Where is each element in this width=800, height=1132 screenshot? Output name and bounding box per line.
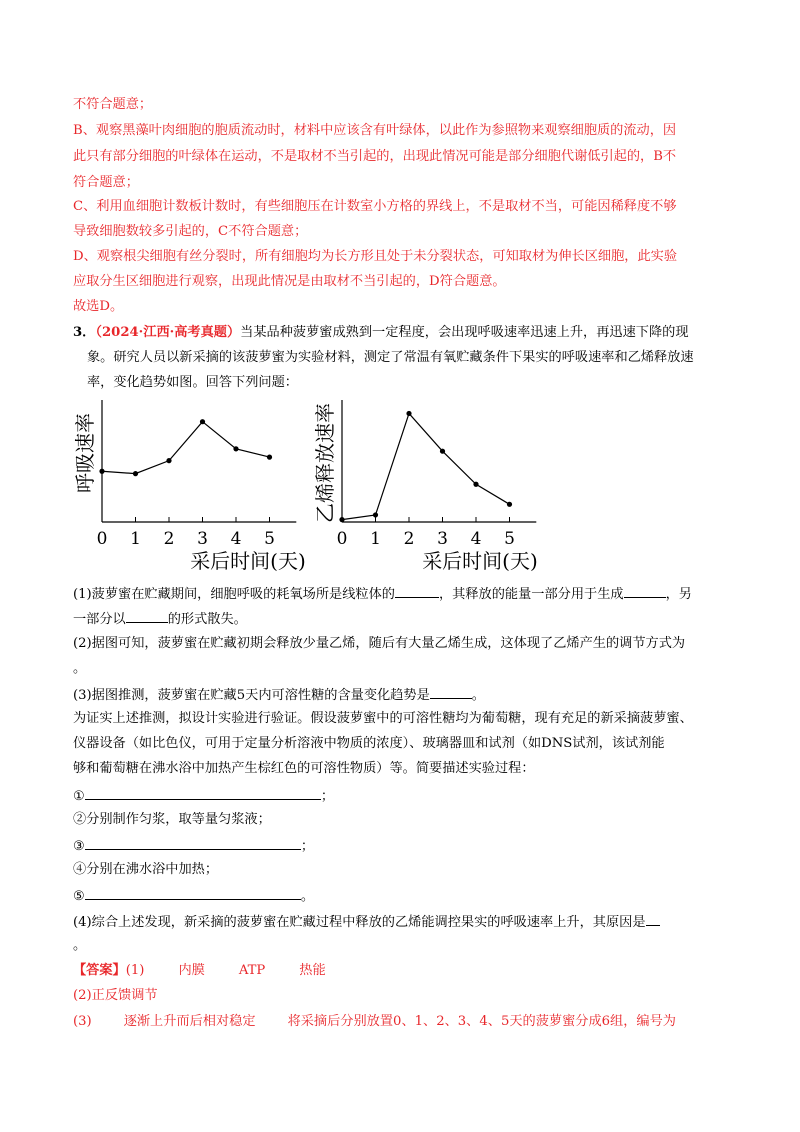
analysis-line: C、利用血细胞计数板计数时，有些细胞压在计数室小方格的界线上，不是取材不当，可能因稀释度不够	[73, 199, 677, 214]
question-stem-text: 当某品种菠萝蜜成熟到一定程度，会出现呼吸速率迅速上升，再迅速下降的现	[240, 325, 689, 340]
x-tick-label: 0	[96, 529, 108, 549]
answer-blank	[395, 584, 439, 598]
step-end: 。	[300, 889, 315, 904]
data-point	[233, 446, 238, 451]
answer-blank	[85, 786, 321, 800]
subquestion-2-line: (2)据图可知，菠萝蜜在贮藏初期会释放少量乙烯，随后有大量乙烯生成，这体现了乙烯产生的调节方式为	[73, 636, 686, 651]
x-tick-label: 4	[230, 529, 242, 549]
x-tick-label: 1	[130, 529, 141, 549]
series-line	[342, 413, 510, 519]
step-marker: ①	[73, 789, 85, 804]
x-axis-label: 采后时间(天)	[422, 549, 538, 573]
step-4-line: ④分别在沸水浴中加热；	[73, 862, 219, 877]
subquestion-4-line: 。	[73, 938, 87, 953]
subquestion-4-line	[73, 912, 660, 932]
question-stem-line: 象。研究人员以新采摘的该菠萝蜜为实验材料，测定了常温有氧贮藏条件下果实的呼吸速率和乙烯释放速	[87, 350, 694, 365]
answer-value: 将采摘后分别放置0、1、2、3、4、5天的菠萝蜜分成6组，编号为	[287, 1014, 676, 1029]
y-axis-label: 乙烯释放速率	[313, 403, 337, 523]
x-tick-label: 3	[437, 529, 448, 549]
data-point	[440, 449, 445, 454]
data-point	[339, 517, 344, 522]
answer-value: ATP	[238, 963, 266, 978]
x-tick-label: 3	[197, 529, 208, 549]
x-tick-label: 1	[370, 529, 381, 549]
answer-line-2: (2)正反馈调节	[73, 988, 158, 1003]
data-point	[507, 502, 512, 507]
data-point	[99, 469, 104, 474]
answer-blank	[85, 886, 301, 900]
subquestion-text: ，另	[665, 587, 692, 602]
analysis-line: 导致细胞数较多引起的，C不符合题意；	[73, 224, 308, 239]
answer-blank	[646, 912, 660, 926]
step-1-line	[73, 786, 334, 806]
answer-blank	[126, 609, 168, 623]
analysis-line: B、观察黑藻叶肉细胞的胞质流动时，材料中应该含有叶绿体，以此作为参照物来观察细胞质的流动，因	[73, 123, 677, 138]
answer-blank	[430, 685, 472, 699]
step-3-line	[73, 836, 314, 856]
answer-value: 逐渐上升而后相对稳定	[123, 1014, 256, 1029]
answer-line-3	[73, 1013, 676, 1031]
subquestion-text: (4)综合上述发现，新采摘的菠萝蜜在贮藏过程中释放的乙烯能调控果实的呼吸速率上升，其原因是	[73, 915, 646, 930]
subquestion-1-line	[73, 584, 692, 604]
subquestion-text: ，其释放的能量一部分用于生成	[439, 587, 624, 602]
answer-tag: 【答案】	[73, 963, 126, 978]
answer-line-1	[73, 962, 326, 980]
x-tick-label: 2	[163, 529, 175, 549]
analysis-line: D、观察根尖细胞有丝分裂时，所有细胞均为长方形且处于未分裂状态，可知取材为伸长区细胞，此实验	[73, 249, 678, 264]
data-point	[406, 411, 411, 416]
analysis-line: 故选D。	[73, 299, 124, 314]
y-axis-label: 呼吸速率	[73, 413, 97, 493]
step-end: ；	[300, 839, 315, 854]
step-end: ；	[320, 789, 335, 804]
answer-value: 内膜	[178, 963, 205, 978]
answer-blank	[85, 836, 301, 850]
subquestion-text: 。	[471, 688, 485, 703]
step-2-line: ②分别制作匀浆，取等量匀浆液；	[73, 812, 271, 827]
data-point	[200, 419, 205, 424]
data-point	[267, 455, 272, 460]
x-tick-label: 5	[264, 529, 275, 549]
subquestion-3-line: 为证实上述推测，拟设计实验进行验证。假设菠萝蜜中的可溶性糖均为葡萄糖，现有充足的新采摘菠萝蜜、	[73, 711, 693, 726]
x-tick-label: 2	[403, 529, 415, 549]
subquestion-2-line: 。	[73, 661, 87, 676]
subquestion-text: 的形式散失。	[167, 612, 247, 627]
x-axis-label: 采后时间(天)	[190, 549, 306, 573]
subquestion-text: 一部分以	[73, 612, 126, 627]
answer-part: (3)	[73, 1014, 92, 1029]
question-stem-line: 率，变化趋势如图。回答下列问题：	[87, 375, 298, 390]
step-marker: ⑤	[73, 889, 85, 904]
question-number: 3．	[73, 325, 96, 340]
subquestion-1-line	[73, 609, 247, 629]
question-source: （2024·江西·高考真题）	[95, 325, 241, 340]
x-tick-label: 4	[470, 529, 482, 549]
answer-value: 热能	[299, 963, 326, 978]
analysis-line: 不符合题意；	[73, 97, 153, 112]
x-tick-label: 5	[504, 529, 515, 549]
analysis-line: 此只有部分细胞的叶绿体在运动，不是取材不当引起的，出现此情况可能是部分细胞代谢低引起的，B不	[73, 149, 677, 164]
subquestion-3-line: 仪器设备（如比色仪，可用于定量分析溶液中物质的浓度）、玻璃器皿和试剂（如DNS试剂，该试剂能	[73, 736, 665, 751]
data-point	[133, 471, 138, 476]
subquestion-3-line: 够和葡萄糖在沸水浴中加热产生棕红色的可溶性物质）等。简要描述实验过程：	[73, 761, 535, 776]
series-line	[102, 422, 270, 474]
charts-figure	[0, 398, 800, 588]
subquestion-text: (1)菠萝蜜在贮藏期间，细胞呼吸的耗氧场所是线粒体的	[73, 587, 395, 602]
question-stem-line	[73, 324, 689, 342]
answer-part: (1)	[125, 963, 145, 978]
analysis-line: 应取分生区细胞进行观察，出现此情况是由取材不当引起的，D符合题意。	[73, 274, 506, 289]
x-tick-label: 0	[336, 529, 348, 549]
analysis-line: 符合题意；	[73, 175, 139, 190]
data-point	[166, 458, 171, 463]
subquestion-text: (3)据图推测，菠萝蜜在贮藏5天内可溶性糖的含量变化趋势是	[73, 688, 430, 703]
data-point	[373, 512, 378, 517]
data-point	[473, 482, 478, 487]
subquestion-3-line	[73, 685, 485, 705]
step-5-line	[73, 886, 314, 906]
step-marker: ③	[73, 839, 85, 854]
answer-blank	[624, 584, 666, 598]
